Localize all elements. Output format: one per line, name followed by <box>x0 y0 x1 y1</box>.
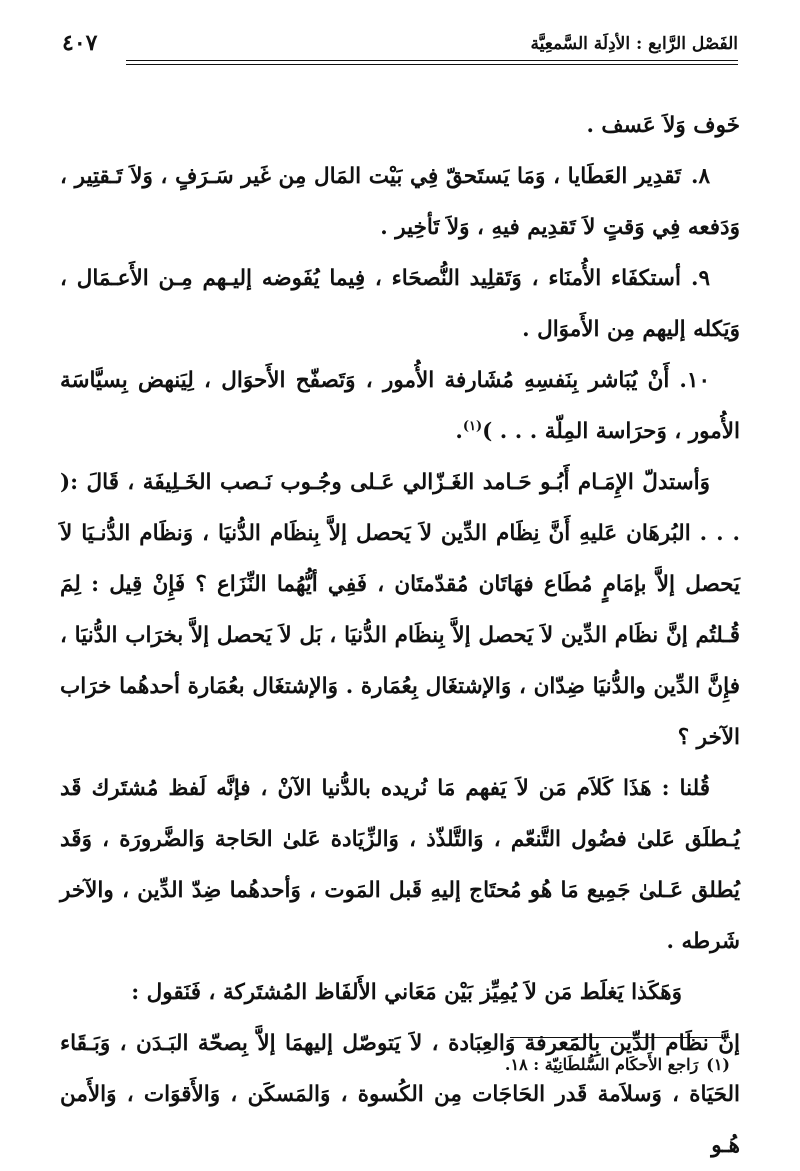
paragraph-1: خَوف وَلاَ عَسف . <box>586 113 740 138</box>
paragraph-last: إنَّ نظَام الدِّين بِالمَعرفة وَالعِبَادة ، لاَ يَتوصّل إليهمَا إلاَّ بِصحّة البَـدَن ، وَبَـقَاء الحَيَاة ، وَسلاَمة قَدر الحَاجَات مِن الكُسوة ، وَالمَسكَن ، وَالأَقوَات ، وَالأَمن هُـو <box>60 1031 740 1158</box>
footnote-reference: (١) <box>462 418 483 434</box>
paragraph-conclusion: وَهَكَذا يَغلَط مَن لاَ يُمِيِّز بَيْن مَعَاني الأَلفَاظ المُشتَركة ، فَنَقول : <box>131 980 682 1005</box>
item-number: ١٠. <box>679 368 710 393</box>
footnote <box>60 1055 730 1074</box>
body-text <box>60 100 740 1171</box>
item-number: ٩. <box>690 266 710 291</box>
paragraph-item-9: ٩.أستكفَاء الأُمنَاء ، وَتَقلِيد النُّصحَاء ، فِيما يُفَوضه إليـهم مِـن الأَعـمَال ، وَيَكله إليهم مِن الأَموَال . <box>60 266 740 342</box>
paragraph-item-8: ٨.تَقدِير العَطَايا ، وَمَا يَستَحقّ فِي بَيْت المَال مِن غَير سَـرَفٍ ، وَلاَ تَـقتِير ، وَدَفعه فِي وَقتٍ لاَ تَقدِيم فيهِ ، وَلاَ تَأخِير . <box>60 164 740 240</box>
footnote-text: رَاجع الأَحكَام السُّلطَانِيّة : ١٨. <box>504 1055 699 1074</box>
paragraph-item-10: ١٠.أَنْ يُبَاشر بِنَفسِهِ مُشَارفة الأُمور ، وَتَصفّح الأَحوَال ، لِيَنهض بِسيَّاسَة الأُمور ، وَحرَاسة المِلّة . . . )$^{(١)}$. <box>60 368 740 444</box>
header-rule <box>126 60 738 65</box>
page-number: ٤٠٧ <box>62 30 98 56</box>
chapter-title: الفَصْل الرَّابع : الأدِلَة السَّمعِيَّة <box>530 34 738 54</box>
item-number: ٨. <box>690 164 710 189</box>
footnote-number: (١) <box>706 1055 730 1074</box>
footnote-rule <box>510 1037 730 1038</box>
paragraph-ghazali: وَأستدلّ الإِمَـام أَبُـو حَـامد الغَـزّالي عَـلى وجُـوب نَـصب الخَـلِيفَة ، قَالَ :( . . . البُرهَان عَليهِ أَنَّ نِظَام الدِّين لاَ يَحصل إلاَّ بِنظَام الدُّنيَا ، وَنظَام الدُّنـيَا لاَ يَحصل إلاَّ بإمَامٍ مُطَاع فهَاتَان مُقدّمتَان ، فَفِي أيُّهُما النِّزَاع ؟ فَإِنْ قِيل : لِمَ قُـلتُم إنَّ نظَام الدِّين لاَ يَحصل إلاَّ بِنظَام الدُّنيَا ، بَل لاَ يَحصل إلاَّ بخرَاب الدُّنيَا ، فإِنَّ الدِّين والدُّنيَا ضِدّان ، وَالإشتغَال بِعُمَارة . وَالإشتغَال بعُمَارة أحدهُما خرَاب الآخر ؟ <box>60 470 740 750</box>
running-header <box>62 30 738 68</box>
paragraph-answer: قُلنا : هَذَا كَلاَم مَن لاَ يَفهم مَا نُريده بالدُّنيا الآنْ ، فإنَّه لَفظ مُشتَرك قَد يُـطلَق عَلىٰ فضُول التَّنعّم ، وَالتَّلذّذ ، وَالزِّيَادة عَلىٰ الحَاجة وَالضَّرورَة ، وَقَد يُطلق عَـلىٰ جَمِيع مَا هُو مُحتَاج إليهِ قَبل المَوت ، وَأحدهُما ضِدّ الدِّين ، والآخر شَرطه . <box>60 776 740 954</box>
